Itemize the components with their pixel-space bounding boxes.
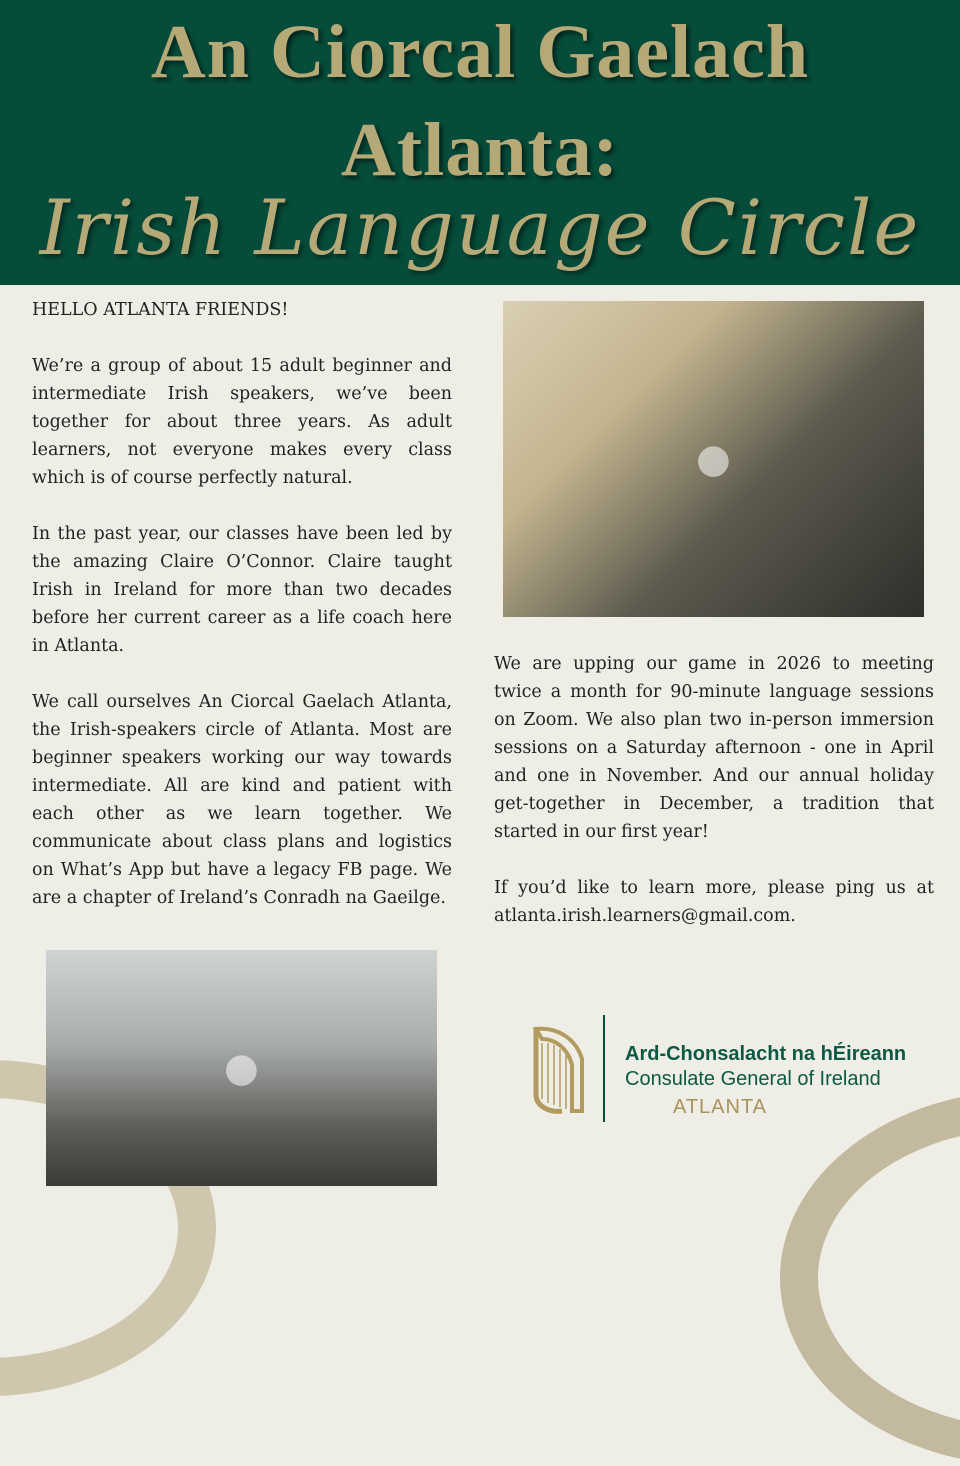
consulate-logo [528, 1015, 938, 1125]
title-line-1: An Ciorcal Gaelach [150, 10, 810, 94]
classroom-photo [46, 950, 437, 1186]
logo-irish-name: Ard-Chonsalacht na hÉireann [625, 1043, 907, 1065]
logo-english-name: Consulate General of Ireland [625, 1068, 881, 1090]
decorative-swoosh-right [780, 1090, 960, 1466]
logo-divider [603, 1015, 605, 1122]
paragraph-group: We’re a group of about 15 adult beginner and intermediate Irish speakers, we’ve been together for about three years. As adult learners, not everyone makes every class which is of course perfectly natural. [32, 356, 452, 488]
subtitle: Irish Language Circle [39, 183, 921, 272]
title-line-2: Atlanta: [340, 108, 620, 192]
group-photo-apples [503, 301, 924, 617]
photo-icon: ● [696, 436, 731, 482]
paragraph-contact: If you’d like to learn more, please ping us at atlanta.irish.learners@gmail.com. [494, 878, 934, 926]
right-column [494, 650, 934, 958]
logo-city: ATLANTA [672, 1096, 768, 1118]
paragraph-plans: We are upping our game in 2026 to meeting twice a month for 90-minute language sessions on Zoom. We also plan two in-person immersion sessions on a Saturday afternoon - one in April and one in November. And our annual holiday get-together in December, a tradition that started in our first year! [494, 654, 934, 842]
harp-icon [528, 1025, 588, 1117]
photo-icon: ● [224, 1045, 259, 1091]
paragraph-teacher: In the past year, our classes have been led by the amazing Claire O’Connor. Claire taught Irish in Ireland for more than two decades before her current career as a life coach here in Atlanta. [32, 524, 452, 656]
paragraph-about: We call ourselves An Ciorcal Gaelach Atlanta, the Irish-speakers circle of Atlanta. Most are beginner speakers working our way towards intermediate. All are kind and patient with each other as we learn together. We communicate about class plans and logistics on What’s App but have a legacy FB page. We are a chapter of Ireland’s Conradh na Gaeilge. [32, 692, 452, 908]
greeting: HELLO ATLANTA FRIENDS! [32, 300, 289, 320]
left-column [32, 296, 452, 940]
